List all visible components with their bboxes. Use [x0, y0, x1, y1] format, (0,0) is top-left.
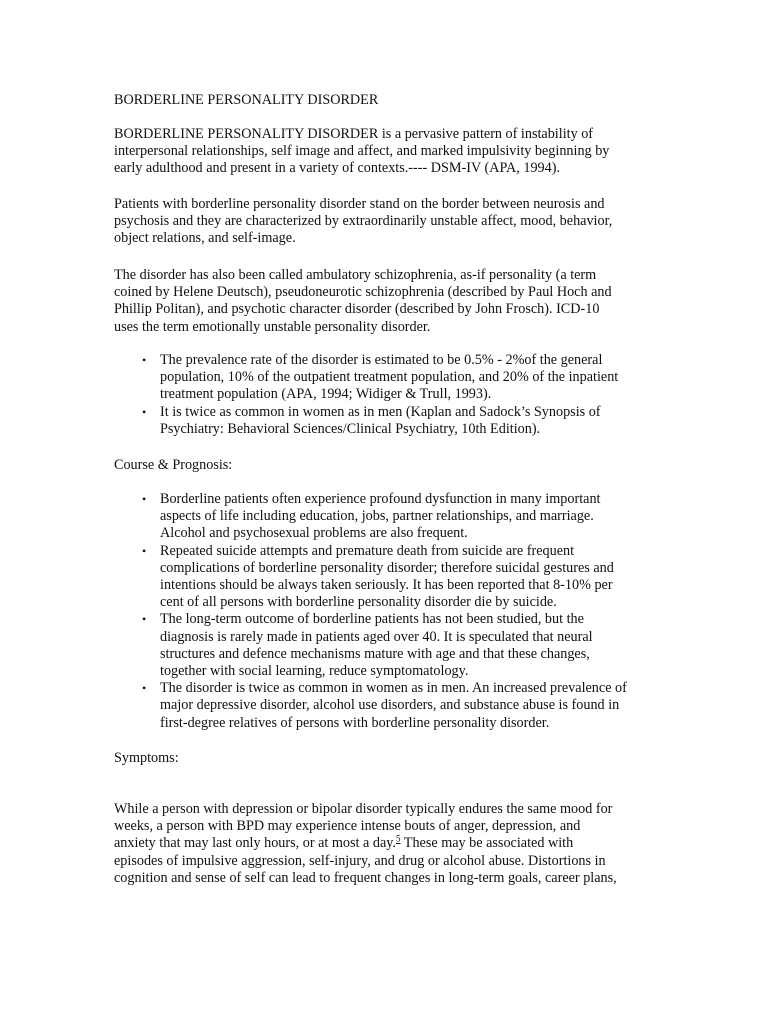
list-item-line: population, 10% of the outpatient treatment population, and 20% of the inpatient [160, 369, 619, 386]
list-item [142, 542, 680, 612]
list-item-line: structures and defence mechanisms mature with age and that these changes, [160, 645, 590, 662]
bullet-icon: • [142, 353, 147, 367]
list-item-line: The prevalence rate of the disorder is estimated to be 0.5% - 2%of the general [160, 352, 603, 368]
intro-line: BORDERLINE PERSONALITY DISORDER is a pervasive pattern of instability of [114, 126, 594, 142]
paragraph-line: Phillip Politan), and psychotic character disorder (described by John Frosch). ICD-10 [114, 301, 600, 318]
list-item-line: It is twice as common in women as in men (Kaplan and Sadock’s Synopsis of [160, 403, 601, 420]
symptoms-line: weeks, a person with BPD may experience intense bouts of anger, depression, and [114, 818, 581, 835]
list-item-line: Alcohol and psychosexual problems are also frequent. [160, 525, 468, 542]
bullet-icon: • [142, 492, 147, 506]
symptoms-paragraph [114, 801, 660, 887]
list-item-line: treatment population (APA, 1994; Widiger & Trull, 1993). [160, 386, 492, 403]
intro-line: interpersonal relationships, self image and affect, and marked impulsivity beginning by [114, 143, 610, 160]
list-item-line: first-degree relatives of persons with borderline personality disorder. [160, 714, 550, 731]
list-item-line: The long-term outcome of borderline patients has not been studied, but the [160, 611, 584, 628]
list-item-line: Repeated suicide attempts and premature death from suicide are frequent [160, 542, 575, 559]
paragraph-line: object relations, and self-image. [114, 230, 296, 247]
symptoms-line: cognition and sense of self can lead to frequent changes in long-term goals, career plans, [114, 869, 617, 886]
paragraph-line: The disorder has also been called ambulatory schizophrenia, as-if personality (a term [114, 267, 597, 283]
course-heading [114, 457, 660, 474]
bullet-icon: • [142, 404, 147, 419]
course-heading-text: Course & Prognosis: [114, 457, 233, 473]
paragraph-aliases [114, 267, 660, 336]
list-item-line: aspects of life including education, jobs, partner relationships, and marriage. [160, 508, 594, 525]
list-item-line: major depressive disorder, alcohol use disorders, and substance abuse is found in [160, 697, 620, 714]
list-item-line: The disorder is twice as common in women as in men. An increased prevalence of [160, 680, 627, 697]
paragraph-line: uses the term emotionally unstable personality disorder. [114, 318, 431, 335]
prevalence-list [142, 352, 680, 438]
symptoms-line-part: anxiety that may last only hours, or at most a day. [114, 835, 396, 852]
paragraph-border [114, 196, 660, 248]
list-item [142, 491, 680, 543]
list-item [142, 403, 680, 438]
title-text: BORDERLINE PERSONALITY DISORDER [114, 92, 379, 108]
intro-paragraph [114, 126, 660, 178]
list-item-line: cent of all persons with borderline personality disorder die by suicide. [160, 594, 557, 611]
symptoms-heading-text: Symptoms: [114, 750, 179, 766]
list-item [142, 352, 680, 404]
list-item-line: diagnosis is rarely made in patients aged over 40. It is speculated that neural [160, 628, 593, 645]
symptoms-line-part: These may be associated with [400, 835, 574, 852]
list-item-line: Psychiatry: Behavioral Sciences/Clinical Psychiatry, 10th Edition). [160, 420, 541, 437]
symptoms-line: episodes of impulsive aggression, self-injury, and drug or alcohol abuse. Distortions in [114, 852, 606, 869]
paragraph-line: coined by Helene Deutsch), pseudoneurotic schizophrenia (described by Paul Hoch and [114, 284, 612, 301]
symptoms-line [114, 835, 660, 852]
course-list [142, 491, 680, 732]
paragraph-line: Patients with borderline personality disorder stand on the border between neurosis and [114, 196, 605, 212]
list-item [142, 611, 680, 680]
list-item-line: complications of borderline personality disorder; therefore suicidal gestures and [160, 559, 614, 576]
list-item-line: together with social learning, reduce symptomatology. [160, 663, 469, 680]
list-item-line: intentions should be always taken seriously. It has been reported that 8-10% per [160, 577, 613, 594]
bullet-icon: • [142, 543, 147, 558]
footnote-link[interactable]: 5 [395, 833, 401, 844]
paragraph-line: psychosis and they are characterized by extraordinarily unstable affect, mood, behavior, [114, 213, 613, 230]
symptoms-line: While a person with depression or bipolar disorder typically endures the same mood for [114, 801, 613, 817]
list-item [142, 680, 680, 732]
symptoms-heading [114, 750, 660, 767]
bullet-icon: • [142, 612, 147, 627]
intro-line: early adulthood and present in a variety of contexts.---- DSM-IV (APA, 1994). [114, 160, 561, 177]
bullet-icon: • [142, 681, 147, 696]
list-item-line: Borderline patients often experience profound dysfunction in many important [160, 491, 601, 507]
document-title [114, 92, 660, 109]
